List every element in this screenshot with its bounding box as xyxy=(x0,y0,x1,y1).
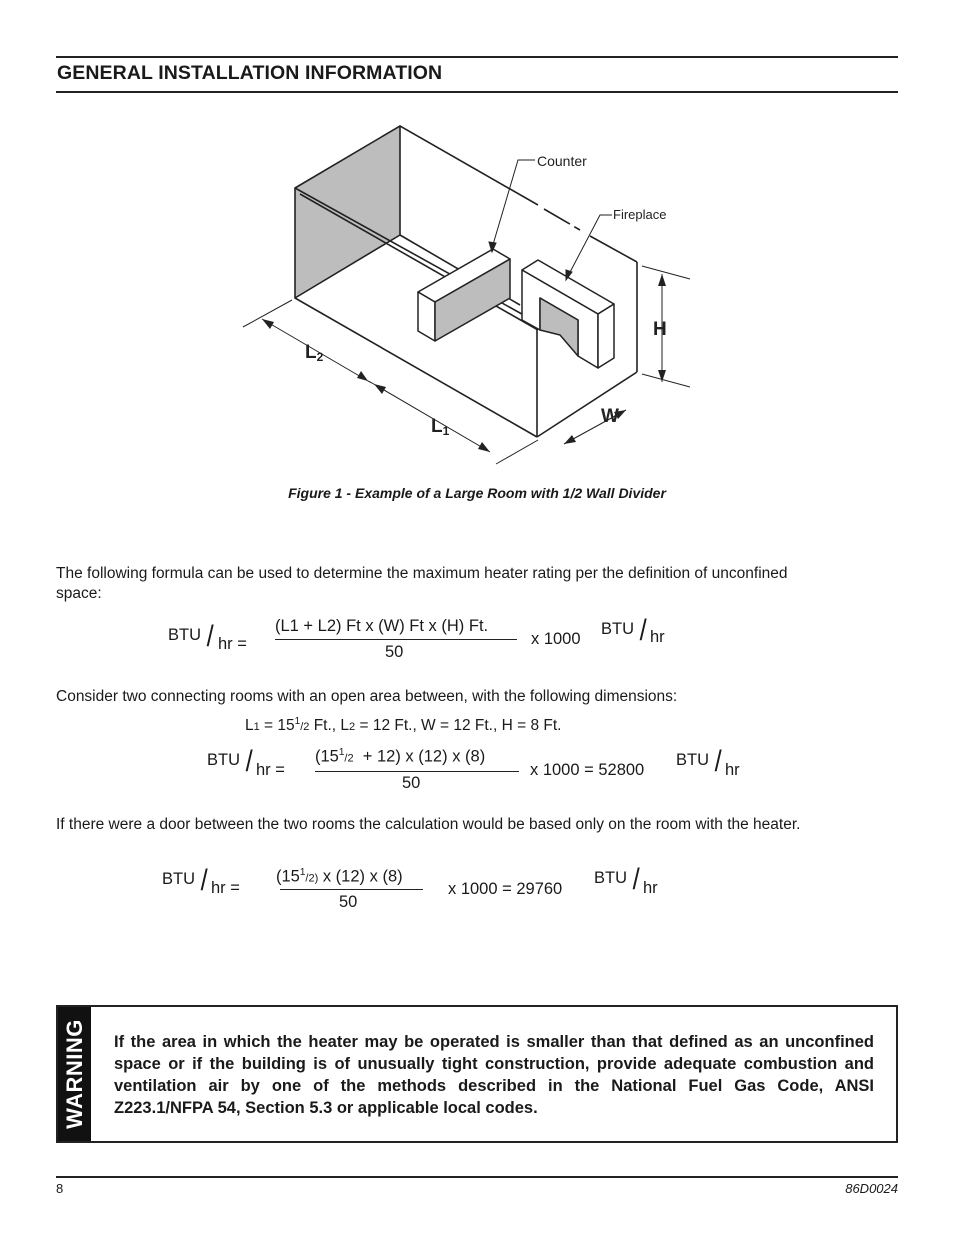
figure-caption: Figure 1 - Example of a Large Room with 1/2 Wall Divider xyxy=(288,485,666,501)
l1-label: L xyxy=(431,416,443,437)
paragraph-two-rooms: Consider two connecting rooms with an open area between, with the following dimensions: xyxy=(56,688,678,705)
room-dimensions: $L1 = 15^1/2$ Ft., L2 = 12 Ft., W = 12 Ft., H = 8 Ft. xyxy=(245,716,562,735)
eq2-fraction-bar xyxy=(315,771,519,772)
eq3-hr: hr = xyxy=(211,879,240,897)
footer-rule xyxy=(56,1176,898,1178)
left-wall xyxy=(295,126,400,298)
header-rule-top xyxy=(56,56,898,58)
eq1-result-btu: BTU xyxy=(601,620,634,638)
eq1-numerator: (L1 + L2) Ft x (W) Ft x (H) Ft. xyxy=(275,617,489,635)
width-label: W xyxy=(601,406,619,427)
eq1-hr: hr = xyxy=(218,635,247,653)
eq3-result-hr: hr xyxy=(643,879,658,897)
eq1-btu: BTU xyxy=(168,626,201,644)
eq2-denominator: 50 xyxy=(402,774,421,792)
svg-text:L2 xyxy=(305,342,324,364)
l2-sub: 2 xyxy=(316,350,324,364)
eq3-denominator: 50 xyxy=(339,893,358,911)
eq2-result-hr: hr xyxy=(725,761,740,779)
counter-label: Counter xyxy=(537,153,587,169)
warning-text: If the area in which the heater may be operated is smaller than that defined as an unconfined space or if the building is of unusually tight construction, provide adequate combustion and ventilation air by one of the methods described in the National Fuel Gas Code, ANSI Z223.1/NFPA 54, Section 5.3 or applicable local codes. xyxy=(114,1033,874,1117)
l1-sub: 1 xyxy=(442,424,450,438)
svg-text:L1 xyxy=(431,416,450,438)
eq3-result-slash: / xyxy=(632,863,640,896)
fireplace-label: Fireplace xyxy=(613,207,667,222)
header-rule-bottom xyxy=(56,91,898,93)
eq1-denominator: 50 xyxy=(385,643,404,661)
height-label: H xyxy=(653,319,667,340)
eq1-result-slash: / xyxy=(639,614,647,647)
paragraph-door: If there were a door between the two rooms the calculation would be based only on the room with the heater. xyxy=(56,816,801,833)
eq3-slash: / xyxy=(200,864,208,897)
eq3-fraction-bar xyxy=(280,889,423,890)
eq2-mult: x 1000 = 52800 xyxy=(530,761,645,779)
warning-label: WARNING xyxy=(62,1019,87,1129)
page-number: 8 xyxy=(56,1181,64,1196)
warning-box xyxy=(56,1005,898,1143)
eq2-btu: BTU xyxy=(207,751,240,769)
eq2-slash: / xyxy=(245,745,253,778)
eq2-result-btu: BTU xyxy=(676,751,709,769)
eq3-result-btu: BTU xyxy=(594,869,627,887)
eq1-slash: / xyxy=(206,620,214,653)
eq2-numerator: $(15^1/2 + 12)$ x (12) x (8) xyxy=(315,747,486,766)
eq3-btu: BTU xyxy=(162,870,195,888)
eq1-mult: x 1000 xyxy=(531,630,581,648)
eq1-result-hr: hr xyxy=(650,628,665,646)
counter-block xyxy=(418,249,510,341)
paragraph-formula-intro: The following formula can be used to determine the maximum heater rating per the definition of unconfined space: xyxy=(56,565,788,602)
eq2-result-slash: / xyxy=(714,745,722,778)
l2-label: L xyxy=(305,342,317,363)
page-title: GENERAL INSTALLATION INFORMATION xyxy=(57,62,443,84)
eq3-numerator: $(15^1/2)$ x (12) x (8) xyxy=(276,867,403,886)
room-diagram xyxy=(236,118,716,478)
eq1-fraction-bar xyxy=(275,639,517,640)
eq3-mult: x 1000 = 29760 xyxy=(448,880,563,898)
document-code: 86D0024 xyxy=(845,1181,898,1196)
eq2-hr: hr = xyxy=(256,761,285,779)
warning-band xyxy=(58,1007,91,1141)
